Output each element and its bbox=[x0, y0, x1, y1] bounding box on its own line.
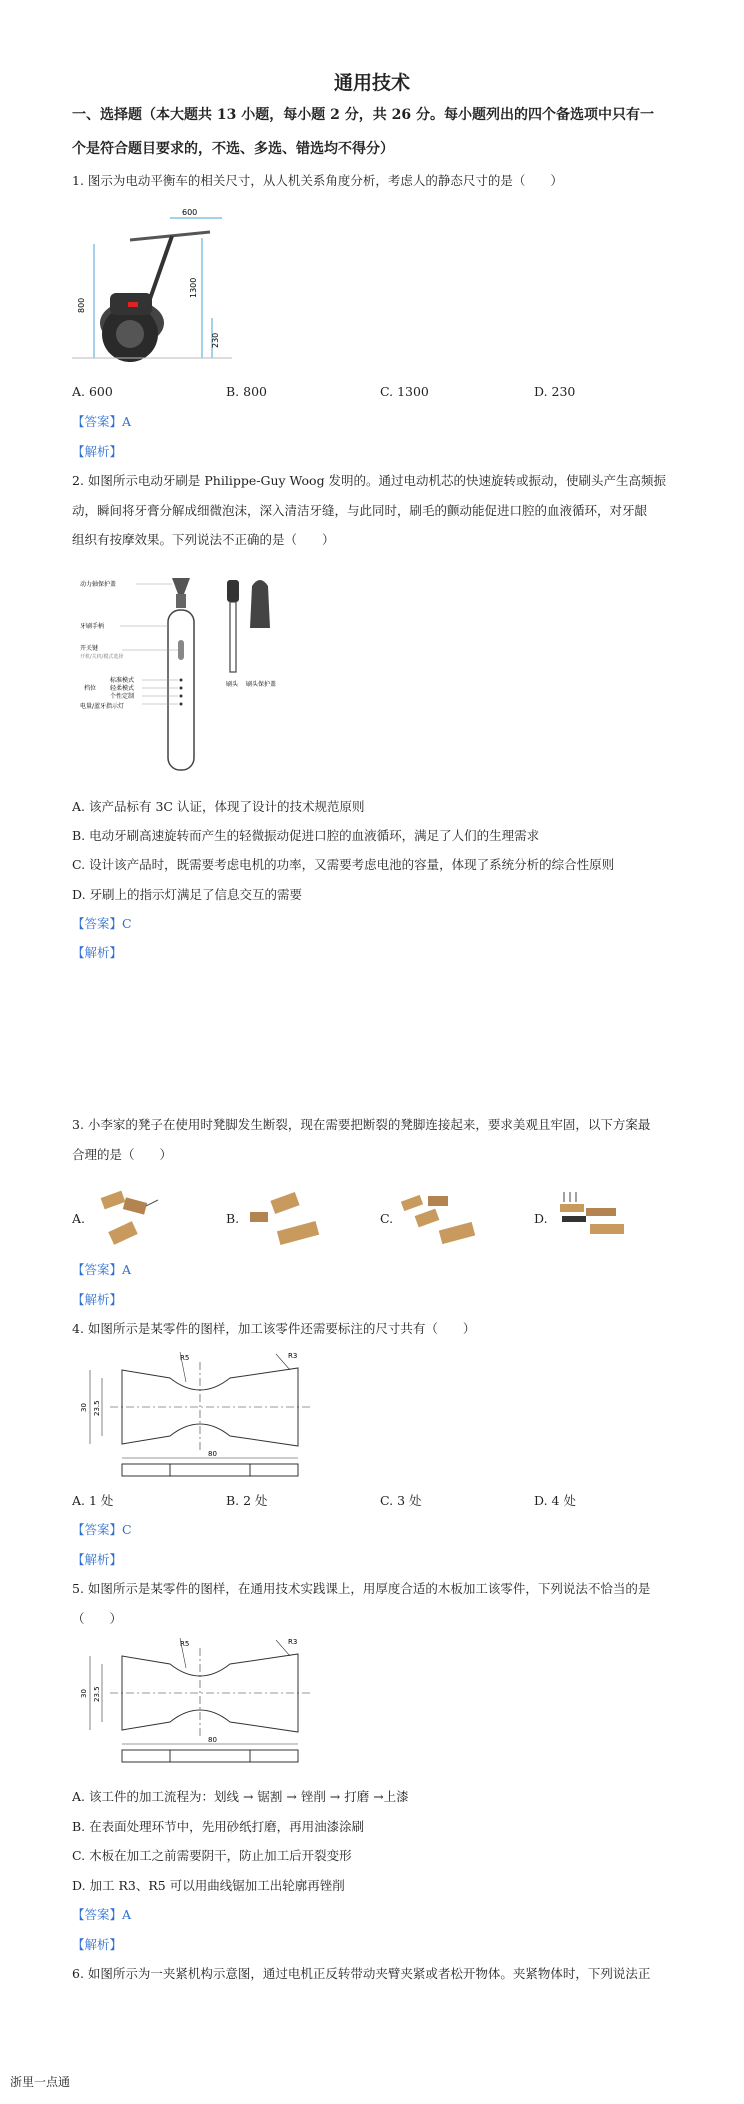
q1-analysis: 【解析】 bbox=[72, 444, 123, 459]
q5-answer: 【答案】A bbox=[72, 1907, 132, 1922]
q1-balance-car-figure bbox=[72, 208, 232, 368]
q4-option-b: B. 2 处 bbox=[226, 1493, 268, 1508]
q2-label-switch-sub: 开机/关机/模式选择 bbox=[80, 654, 124, 660]
question-5-line-1: 5. 如图所示是某零件的图样，在通用技术实践课上，用厚度合适的木板加工该零件，下列说法不恰当的是 bbox=[72, 1581, 651, 1596]
q2-label-indicator: 电量/蓝牙指示灯 bbox=[80, 703, 125, 710]
q2-option-c: C. 设计该产品时，既需要考虑电机的功率，又需要考虑电池的容量，体现了系统分析的综合性原则 bbox=[72, 857, 615, 872]
q5-option-b: B. 在表面处理环节中，先用砂纸打磨，再用油漆涂刷 bbox=[72, 1819, 365, 1834]
q3-option-b: B. bbox=[226, 1211, 240, 1226]
q2-analysis: 【解析】 bbox=[72, 945, 123, 960]
q2-label-head-cover: 刷头保护盖 bbox=[246, 681, 277, 688]
q1-option-d: D. 230 bbox=[534, 384, 576, 399]
q2-option-d: D. 牙刷上的指示灯满足了信息交互的需要 bbox=[72, 887, 303, 902]
q5-dim-30: 30 bbox=[80, 1689, 88, 1698]
q1-dim-bottom: 230 bbox=[211, 332, 220, 348]
question-1-text: 1. 图示为电动平衡车的相关尺寸，从人机关系角度分析，考虑人的静态尺寸的是（ ） bbox=[72, 173, 563, 188]
q2-label-mode-standard: 标准模式 bbox=[110, 677, 135, 684]
q4-dim-r3: R3 bbox=[288, 1352, 298, 1360]
q3-option-d-figure bbox=[550, 1190, 635, 1250]
question-5-line-2: （ ） bbox=[72, 1611, 123, 1626]
q5-dim-23-5: 23.5 bbox=[93, 1686, 101, 1702]
page-title: 通用技术 bbox=[333, 72, 410, 94]
question-2-line-2: 动，瞬间将牙膏分解成细微泡沫，深入清洁牙缝，与此同时，刷毛的颤动能促进口腔的血液循环，对牙龈 bbox=[72, 503, 648, 518]
question-3-line-2: 合理的是（ ） bbox=[72, 1147, 173, 1162]
q2-label-handle: 牙刷手柄 bbox=[80, 623, 105, 630]
q4-option-d: D. 4 处 bbox=[534, 1493, 576, 1508]
q4-dim-30: 30 bbox=[80, 1403, 88, 1412]
q5-option-a: A. 该工件的加工流程为：划线 → 锯割 → 锉削 → 打磨 →上漆 bbox=[72, 1789, 409, 1804]
q2-answer: 【答案】C bbox=[72, 916, 132, 931]
q2-label-gear: 档位 bbox=[84, 685, 97, 692]
q5-option-d: D. 加工 R3、R5 可以用曲线锯加工出轮廓再锉削 bbox=[72, 1878, 345, 1893]
q2-label-cap: 动力轴保护盖 bbox=[80, 581, 117, 588]
q1-dim-right: 1300 bbox=[189, 277, 198, 298]
q5-option-c: C. 木板在加工之前需要阴干，防止加工后开裂变形 bbox=[72, 1848, 352, 1863]
section-heading-line-1: 一、选择题（本大题共 13 小题，每小题 2 分，共 26 分。每小题列出的四个备选项中只有一 bbox=[72, 107, 654, 123]
q1-option-c: C. 1300 bbox=[380, 384, 429, 399]
q3-option-c-figure bbox=[396, 1190, 481, 1250]
q4-option-a: A. 1 处 bbox=[72, 1493, 114, 1508]
q5-analysis: 【解析】 bbox=[72, 1937, 123, 1952]
q1-option-b: B. 800 bbox=[226, 384, 267, 399]
footer-brand: 浙里一点通 bbox=[10, 2075, 71, 2089]
q4-option-c: C. 3 处 bbox=[380, 1493, 422, 1508]
question-3-line-1: 3. 小李家的凳子在使用时凳脚发生断裂，现在需要把断裂的凳脚连接起来，要求美观且牢固，以下方案最 bbox=[72, 1117, 651, 1132]
question-6-text: 6. 如图所示为一夹紧机构示意图，通过电机正反转带动夹臂夹紧或者松开物体。夹紧物体时，下列说法正 bbox=[72, 1966, 651, 1981]
q3-option-d: D. bbox=[534, 1211, 548, 1226]
q4-analysis: 【解析】 bbox=[72, 1552, 123, 1567]
q2-option-b: B. 电动牙刷高速旋转而产生的轻微振动促进口腔的血液循环，满足了人们的生理需求 bbox=[72, 828, 540, 843]
q4-part-drawing bbox=[80, 1350, 320, 1480]
q3-option-c: C. bbox=[380, 1211, 394, 1226]
q3-option-b-figure bbox=[242, 1190, 327, 1250]
q2-toothbrush-figure bbox=[80, 570, 310, 775]
question-2-line-1: 2. 如图所示电动牙刷是 Philippe-Guy Woog 发明的。通过电动机芯的快速旋转或振动，使刷头产生高频振 bbox=[72, 473, 667, 488]
q3-option-a-figure bbox=[88, 1190, 163, 1250]
q1-answer: 【答案】A bbox=[72, 414, 132, 429]
question-2-line-3: 组织有按摩效果。下列说法不正确的是（ ） bbox=[72, 532, 335, 547]
q2-label-head: 刷头 bbox=[226, 681, 239, 688]
q4-answer: 【答案】C bbox=[72, 1522, 132, 1537]
q3-analysis: 【解析】 bbox=[72, 1292, 123, 1307]
q4-dim-r5: R5 bbox=[180, 1354, 190, 1362]
q3-answer: 【答案】A bbox=[72, 1262, 132, 1277]
q5-part-drawing bbox=[80, 1636, 320, 1766]
q5-dim-r5: R5 bbox=[180, 1640, 190, 1648]
q1-dim-top: 600 bbox=[182, 208, 198, 217]
question-4-text: 4. 如图所示是某零件的图样，加工该零件还需要标注的尺寸共有（ ） bbox=[72, 1321, 476, 1336]
q1-option-a: A. 600 bbox=[72, 384, 113, 399]
q3-option-a: A. bbox=[72, 1211, 86, 1226]
q5-dim-r3: R3 bbox=[288, 1638, 298, 1646]
q5-dim-80: 80 bbox=[208, 1736, 217, 1744]
q2-label-mode-gentle: 轻柔模式 bbox=[110, 685, 135, 692]
q4-dim-23-5: 23.5 bbox=[93, 1400, 101, 1416]
q2-label-mode-custom: 个性定制 bbox=[110, 693, 135, 700]
section-heading-line-2: 个是符合题目要求的，不选、多选、错选均不得分） bbox=[72, 141, 394, 157]
q2-label-switch: 开关键 bbox=[80, 645, 99, 652]
q4-dim-80: 80 bbox=[208, 1450, 217, 1458]
q1-dim-left: 800 bbox=[77, 297, 86, 313]
q2-option-a: A. 该产品标有 3C 认证，体现了设计的技术规范原则 bbox=[72, 799, 365, 814]
